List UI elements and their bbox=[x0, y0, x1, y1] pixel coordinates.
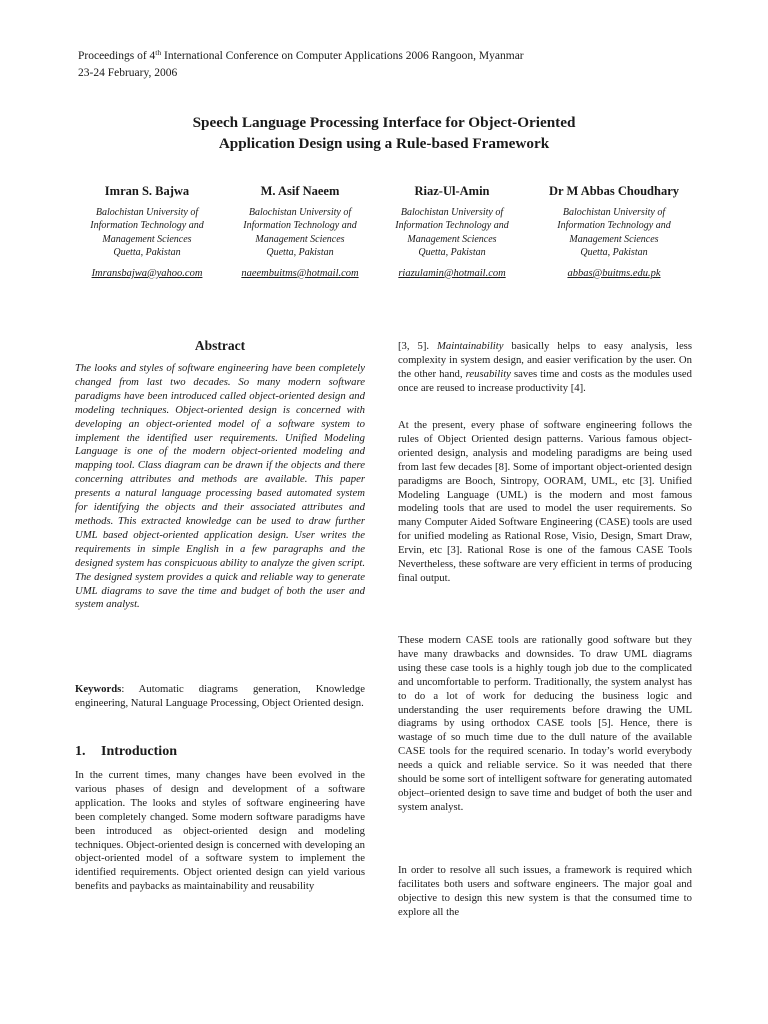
affiliation-line: Quetta, Pakistan bbox=[580, 247, 648, 259]
keywords-text: : Automatic diagrams generation, Knowledge engineering, Natural Language Processing, Object Oriented design. bbox=[75, 683, 365, 709]
section-title: Introduction bbox=[101, 744, 177, 759]
proceedings-header bbox=[78, 44, 524, 82]
proceedings-line-1 bbox=[78, 44, 524, 65]
affiliation-line: Balochistan University of bbox=[95, 207, 199, 218]
author-name: Dr M Abbas Choudhary bbox=[548, 184, 679, 198]
paper-title bbox=[0, 112, 768, 154]
author-1 bbox=[72, 183, 222, 281]
author-name: Imran S. Bajwa bbox=[104, 184, 190, 198]
keywords bbox=[75, 683, 365, 711]
abstract-text: The looks and styles of software engineering have been completely changed from last two decades. So many modern software paradigms have been introduced called object-oriented design and modeling techniques. Object-oriented design is concerned with developing an object-oriented model of a software system to implement the identified user requirements. Unified Modeling Language is one of the modern object-oriented modeling and mapping tool. Class diagram can be drawn if the objects and there concerning attributes and methods are available. This paper presents a natural language processing based automated system for identifying the objects and their associated attributes and methods. This extracted knowledge can be used to draw further UML based object-oriented application design. User writes the requirements in simple English in a few paragraphs and the designed system has conspicuous ability to analyze the given script. The designed system provides a quick and reliable way to generate UML diagrams to save the time and budget of both the user and system analyst. bbox=[75, 362, 365, 611]
author-email-link[interactable]: riazulamin@hotmail.com bbox=[398, 267, 506, 279]
affiliation-line: Information Technology and bbox=[90, 220, 204, 232]
text-run: saves time and costs as the modules used once are reused to increase productivity [4]. bbox=[398, 367, 693, 394]
proceedings-text: Proceedings of 4 bbox=[78, 50, 156, 62]
abstract-heading: Abstract bbox=[194, 338, 246, 353]
author-block bbox=[72, 183, 696, 293]
affiliation-line: Balochistan University of bbox=[400, 207, 504, 218]
author-email-link[interactable]: Imransbajwa@yahoo.com bbox=[91, 267, 203, 279]
affiliation-line: Management Sciences bbox=[407, 233, 497, 245]
emphasis-reusability: reusability bbox=[465, 367, 511, 380]
author-affiliation bbox=[225, 206, 375, 260]
keywords-label: Keywords bbox=[75, 683, 122, 695]
right-paragraph-3: These modern CASE tools are rationally good software but they have many drawbacks and downsides. To draw UML diagrams using these case tools is a highly tough job due to the complicated and uncomfortable to perform. Traditionally, the system analyst has to do a lot of work for deducing the business logic and understanding the user requirements before drawing the UML diagrams by using orthodox CASE tools [5]. Hence, there is wastage of so much time due to the dull nature of the available CASE tools for the required scenario. In today’s world everybody needs a quick and reliable service. So it was needed that there should be some sort of intelligent software for generating automated object–oriented design to save time and budget of both the user and system analyst. bbox=[398, 634, 692, 813]
ordinal-suffix: th bbox=[155, 48, 162, 57]
affiliation-line: Balochistan University of bbox=[562, 207, 666, 218]
author-affiliation bbox=[72, 206, 222, 260]
affiliation-line: Information Technology and bbox=[243, 220, 357, 232]
proceedings-text-cont: International Conference on Computer Applications 2006 Rangoon, Myanmar bbox=[161, 50, 524, 62]
affiliation-line: Quetta, Pakistan bbox=[418, 247, 486, 259]
affiliation-line: Information Technology and bbox=[395, 220, 509, 232]
author-affiliation bbox=[532, 206, 696, 260]
section-heading-introduction bbox=[75, 743, 177, 761]
title-line-1: Speech Language Processing Interface for Object-Oriented bbox=[192, 114, 576, 131]
author-affiliation bbox=[377, 206, 527, 260]
text-run: basically helps to easy analysis, less complexity in system design, and easier verification by the user. On the other hand, bbox=[398, 340, 693, 380]
author-name: M. Asif Naeem bbox=[260, 184, 340, 198]
right-paragraph-2: At the present, every phase of software engineering follows the rules of Object Oriented design patterns. Various famous object-oriented design, analysis and modeling paradigms are being used from last few decades [8]. Some of important object-oriented design paradigms are Booch, Sintropy, OORAM, UML, etc [3]. Unified Modeling Language (UML) is the modern and most famous modeling tools that are used to model the user requirements. So many Computer Aided Software Engineering (CASE) tools are used for unified modeling as Rational Rose, Visio, Design, Smart Draw, Ervin, etc [3]. Rational Rose is one of the famous CASE Tools Nevertheless, these software are very efficient in terms of producing final output. bbox=[398, 419, 692, 584]
proceedings-date: 23-24 February, 2006 bbox=[78, 67, 178, 79]
text-run: [3, 5]. bbox=[398, 340, 437, 352]
section-number: 1. bbox=[75, 744, 86, 759]
title-line-2: Application Design using a Rule-based Framework bbox=[218, 135, 550, 152]
right-paragraph-1 bbox=[398, 340, 692, 396]
affiliation-line: Quetta, Pakistan bbox=[113, 247, 181, 259]
author-email-link[interactable]: abbas@buitms.edu.pk bbox=[567, 267, 661, 279]
affiliation-line: Quetta, Pakistan bbox=[266, 247, 334, 259]
affiliation-line: Management Sciences bbox=[102, 233, 192, 245]
affiliation-line: Balochistan University of bbox=[248, 207, 352, 218]
right-paragraph-4: In order to resolve all such issues, a framework is required which facilitates both users and software engineers. The major goal and objective to design this new system is that the consumed time to explore all the bbox=[398, 864, 692, 918]
author-email-link[interactable]: naeembuitms@hotmail.com bbox=[241, 267, 359, 279]
intro-paragraph-1: In the current times, many changes have been evolved in the various phases of design and development of a software application. The looks and styles of software engineering have been completely changed. Some modern software paradigms have been introduced as object-oriented design and modeling techniques. Object-oriented design is concerned with developing an object-oriented model of a software system to implement the identified requirements. Object oriented design can yield various benefits and paybacks as maintainability and reusability bbox=[75, 769, 365, 893]
affiliation-line: Management Sciences bbox=[569, 233, 659, 245]
author-name: Riaz-Ul-Amin bbox=[414, 184, 490, 198]
affiliation-line: Information Technology and bbox=[557, 220, 671, 232]
author-2 bbox=[225, 183, 375, 281]
affiliation-line: Management Sciences bbox=[255, 233, 345, 245]
author-3 bbox=[377, 183, 527, 281]
author-4 bbox=[532, 183, 696, 281]
emphasis-maintainability: Maintainability bbox=[437, 340, 504, 352]
